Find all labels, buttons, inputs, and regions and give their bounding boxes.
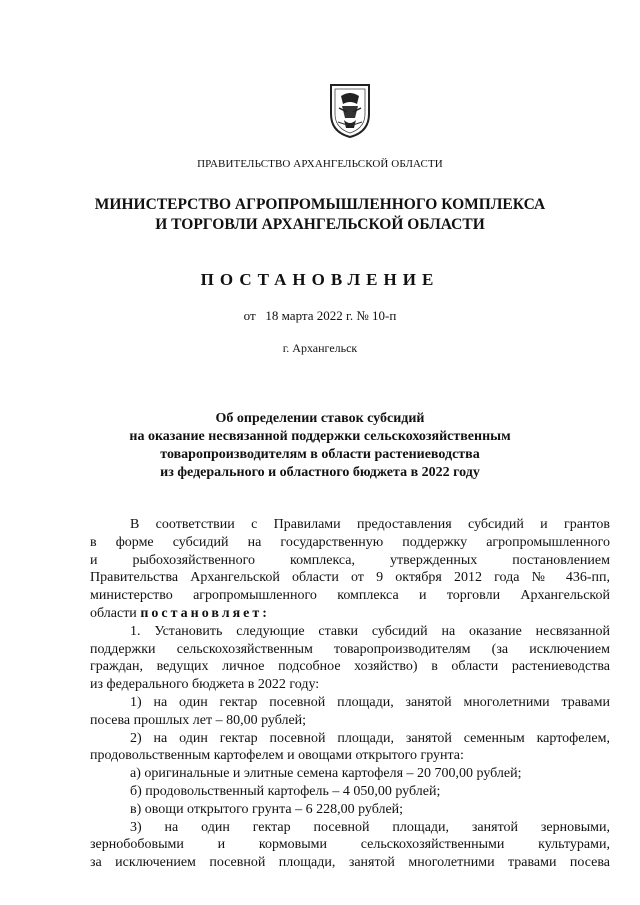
body-line: В соответствии с Правилами предоставления субсидий и грантов <box>130 517 610 532</box>
document-date-number: от 18 марта 2022 г. № 10-п <box>243 308 397 323</box>
body-line <box>90 605 610 623</box>
body-line: и рыбохозяйственного комплекса, утвержденных постановлением <box>90 552 610 568</box>
body-line: продовольственным картофелем и овощами открытого грунта: <box>90 748 464 764</box>
body-line: министерство агропромышленного комплекса и торговли Архангельской <box>90 588 610 604</box>
resolves-keyword: постановляет: <box>140 605 270 621</box>
subject-line-2: на оказание несвязанной поддержки сельскохозяйственным <box>129 429 511 444</box>
document-city: г. Архангельск <box>282 341 358 355</box>
ministry-name-line-2: И ТОРГОВЛИ АРХАНГЕЛЬСКОЙ ОБЛАСТИ <box>155 216 485 233</box>
government-name: ПРАВИТЕЛЬСТВО АРХАНГЕЛЬСКОЙ ОБЛАСТИ <box>197 158 443 170</box>
coat-of-arms-icon <box>327 82 373 138</box>
body-line: 2) на один гектар посевной площади, занятой семенным картофелем, <box>130 730 610 746</box>
body-line: 3) на один гектар посевной площади, занятой зерновыми, <box>130 819 610 835</box>
body-line: в форме субсидий на государственную поддержку агропромышленного <box>90 534 610 550</box>
document-body <box>90 516 610 872</box>
body-line: поддержки сельскохозяйственным товаропроизводителям (за исключением <box>90 641 610 657</box>
body-line: за исключением посевной площади, занятой многолетними травами посева <box>90 855 610 871</box>
subject-line-4: из федерального и областного бюджета в 2022 году <box>160 465 480 480</box>
body-line: б) продовольственный картофель – 4 050,00 рублей; <box>130 783 441 799</box>
subject-line-1: Об определении ставок субсидий <box>215 411 425 426</box>
body-line: зернобобовыми и кормовыми сельскохозяйственными культурами, <box>90 837 610 853</box>
body-line: 1) на один гектар посевной площади, занятой многолетними травами <box>130 694 610 710</box>
ministry-name-line-1: МИНИСТЕРСТВО АГРОПРОМЫШЛЕННОГО КОМПЛЕКСА <box>94 196 546 213</box>
body-line: из федерального бюджета в 2022 году: <box>90 677 320 693</box>
body-line: граждан, ведущих личное подсобное хозяйство) в области растениеводства <box>90 659 610 675</box>
document-type: ПОСТАНОВЛЕНИЕ <box>200 270 440 289</box>
body-line: посева прошлых лет – 80,00 рублей; <box>90 712 307 728</box>
body-line: Правительства Архангельской области от 9 октября 2012 года № 436-пп, <box>90 570 610 586</box>
subject-line-3: товаропроизводителям в области растениеводства <box>160 447 480 462</box>
body-line: 1. Установить следующие ставки субсидий на оказание несвязанной <box>130 623 610 639</box>
body-text: области <box>90 605 141 621</box>
body-line: а) оригинальные и элитные семена картофеля – 20 700,00 рублей; <box>130 766 522 782</box>
body-line: в) овощи открытого грунта – 6 228,00 рублей; <box>130 801 404 817</box>
